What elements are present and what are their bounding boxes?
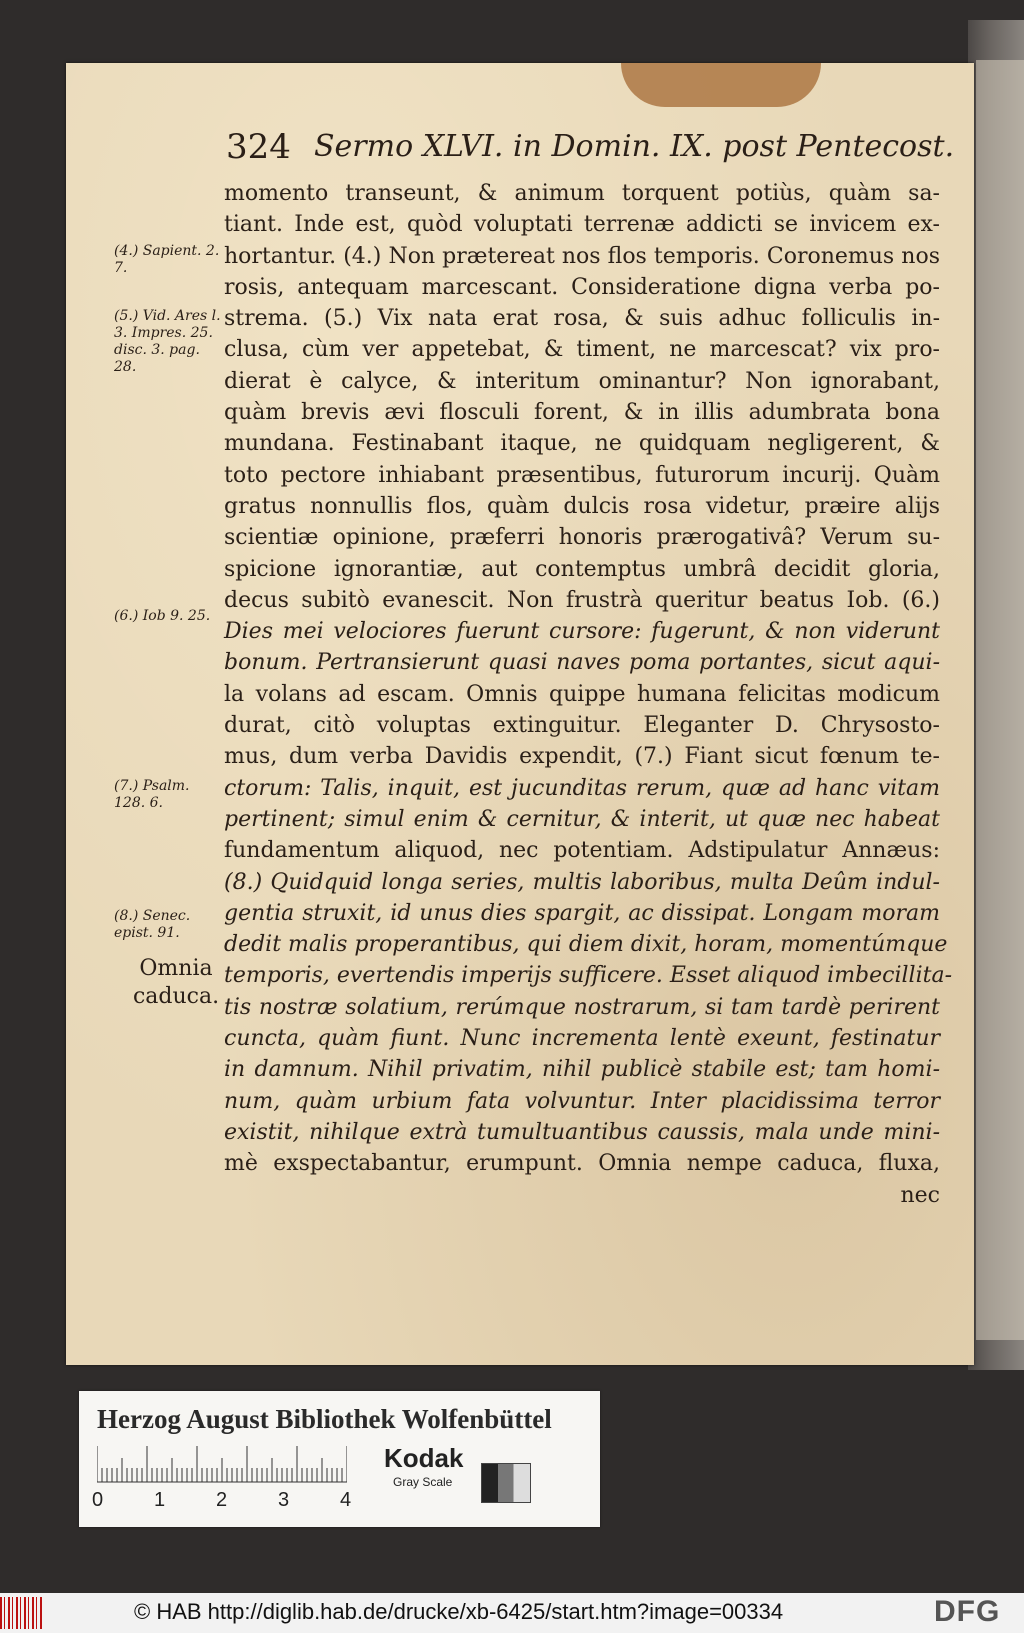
text-line: tiant. Inde est, quòd voluptati terrenæ addicti se invicem ex-: [224, 212, 940, 238]
header-title: Sermo XLVI. in Domin. IX. post Pentecost.: [314, 129, 955, 164]
library-name: Herzog August Bibliothek Wolfenbüttel: [97, 1404, 552, 1434]
page-number: 324: [226, 127, 291, 167]
margin-note-6: (6.) Iob 9. 25.: [114, 608, 211, 624]
text-line: fundamentum aliquod, nec potentiam. Adstipulatur Annæus:: [224, 838, 940, 864]
margin-note-7: (7.) Psalm. 128. 6.: [114, 778, 190, 811]
adjacent-page-sheet: [976, 60, 1024, 1340]
text-line: mus, dum verba Davidis expendit, (7.) Fiant sicut fœnum te-: [224, 744, 940, 770]
text-line: scientiæ opinione, præferri honoris prærogativâ? Verum su-: [224, 525, 940, 551]
body-text: [224, 178, 953, 1211]
source-credit: © HAB http://diglib.hab.de/drucke/xb-6425/start.htm?image=00334: [134, 1599, 784, 1624]
ruler-number: 1: [154, 1489, 166, 1511]
ruler-number: 2: [216, 1489, 228, 1511]
book-page: [66, 63, 974, 1365]
text-line: (8.) Quidquid longa series, multis laboribus, multa Deûm indul-: [224, 869, 940, 895]
text-line: mè exspectabantur, erumpunt. Omnia nempe caduca, fluxa,: [224, 1151, 940, 1177]
text-line: in damnum. Nihil privatim, nihil publicè stabile est; tam homi-: [224, 1057, 940, 1083]
text-line: mundana. Festinabant itaque, ne quidquam negligerent, &: [224, 431, 940, 457]
barcode-icon: [0, 1597, 44, 1629]
kodak-logo: Kodak: [384, 1443, 464, 1473]
margin-note-5: (5.) Vid. Ares l. 3. Impres. 25. disc. 3. pag. 28.: [114, 308, 221, 375]
ruler-number: 4: [340, 1489, 352, 1511]
gray-patch: [481, 1463, 531, 1503]
text-line: cuncta, quàm fiunt. Nunc incrementa lentè exeunt, festinatur: [224, 1026, 940, 1052]
text-line: temporis, evertendis imperijs sufficere. Esset aliquod imbecillita-: [224, 963, 953, 989]
text-line: num, quàm urbium fata volvuntur. Inter placidissima terror: [224, 1088, 940, 1114]
text-line: dierat è calyce, & interitum ominantur? Non ignorabant,: [224, 368, 940, 394]
margin-heading: Omnia caduca.: [132, 956, 220, 1009]
text-line: bonum. Pertransierunt quasi naves poma portantes, sicut aqui-: [224, 650, 940, 676]
text-line: pertinent; simul enim & cernitur, & interit, ut quæ nec habeat: [224, 806, 940, 832]
color-calibration-card: [79, 1391, 600, 1527]
text-line: Dies mei velociores fuerunt cursore: fugerunt, & non viderunt: [224, 619, 940, 645]
text-line: gentia struxit, id unus dies spargit, ac dissipat. Longam moram: [224, 900, 940, 926]
margin-note-8: (8.) Senec. epist. 91.: [114, 908, 191, 941]
ruler-number: 3: [278, 1489, 290, 1511]
text-line: la volans ad escam. Omnis quippe humana felicitas modicum: [224, 681, 940, 707]
text-line: clusa, cùm ver appetebat, & timent, ne marcescat? vix pro-: [224, 337, 940, 363]
text-line: tis nostræ solatium, rerúmque nostrarum, si tam tardè perirent: [224, 994, 940, 1020]
text-line: existit, nihilque extrà tumultuantibus caussis, mala unde mini-: [224, 1119, 940, 1145]
margin-note-4: (4.) Sapient. 2. 7.: [114, 243, 220, 276]
text-line: momento transeunt, & animum torquent potiùs, quàm sa-: [224, 181, 940, 206]
text-line: strema. (5.) Vix nata erat rosa, & suis adhuc folliculis in-: [224, 306, 940, 332]
text-line: spicione ignorantiæ, aut contemptus umbrâ decidit gloria,: [224, 556, 940, 582]
text-line: durat, citò voluptas extinguitur. Eleganter D. Chrysosto-: [224, 713, 940, 739]
ruler-number: 0: [92, 1489, 104, 1511]
footer-bar: [0, 1593, 1024, 1633]
text-line: decus subitò evanescit. Non frustrà queritur beatus Iob. (6.): [224, 587, 940, 613]
text-line: ctorum: Talis, inquit, est jucunditas rerum, quæ ad hanc vitam: [224, 775, 940, 801]
running-head: [226, 127, 955, 167]
text-line: rosis, antequam marcescant. Consideratione digna verba po-: [224, 274, 940, 300]
dfg-logo: DFG: [934, 1595, 1001, 1628]
wax-stain: [621, 63, 821, 107]
text-line: gratus nonnullis flos, quàm dulcis rosa videtur, præire alijs: [224, 493, 940, 519]
text-line: quàm brevis ævi flosculi forent, & in illis adumbrata bona: [224, 400, 940, 426]
text-line: hortantur. (4.) Non prætereat nos flos temporis. Coronemus nos: [224, 243, 940, 269]
ruler-icon: [97, 1446, 347, 1484]
catchword: nec: [900, 1182, 940, 1208]
text-line: dedit malis properantibus, qui diem dixit, horam, momentúmque: [224, 932, 948, 958]
text-line: toto pectore inhiabant præsentibus, futurorum incurij. Quàm: [224, 462, 940, 488]
gray-scale-label: Gray Scale: [393, 1475, 453, 1489]
